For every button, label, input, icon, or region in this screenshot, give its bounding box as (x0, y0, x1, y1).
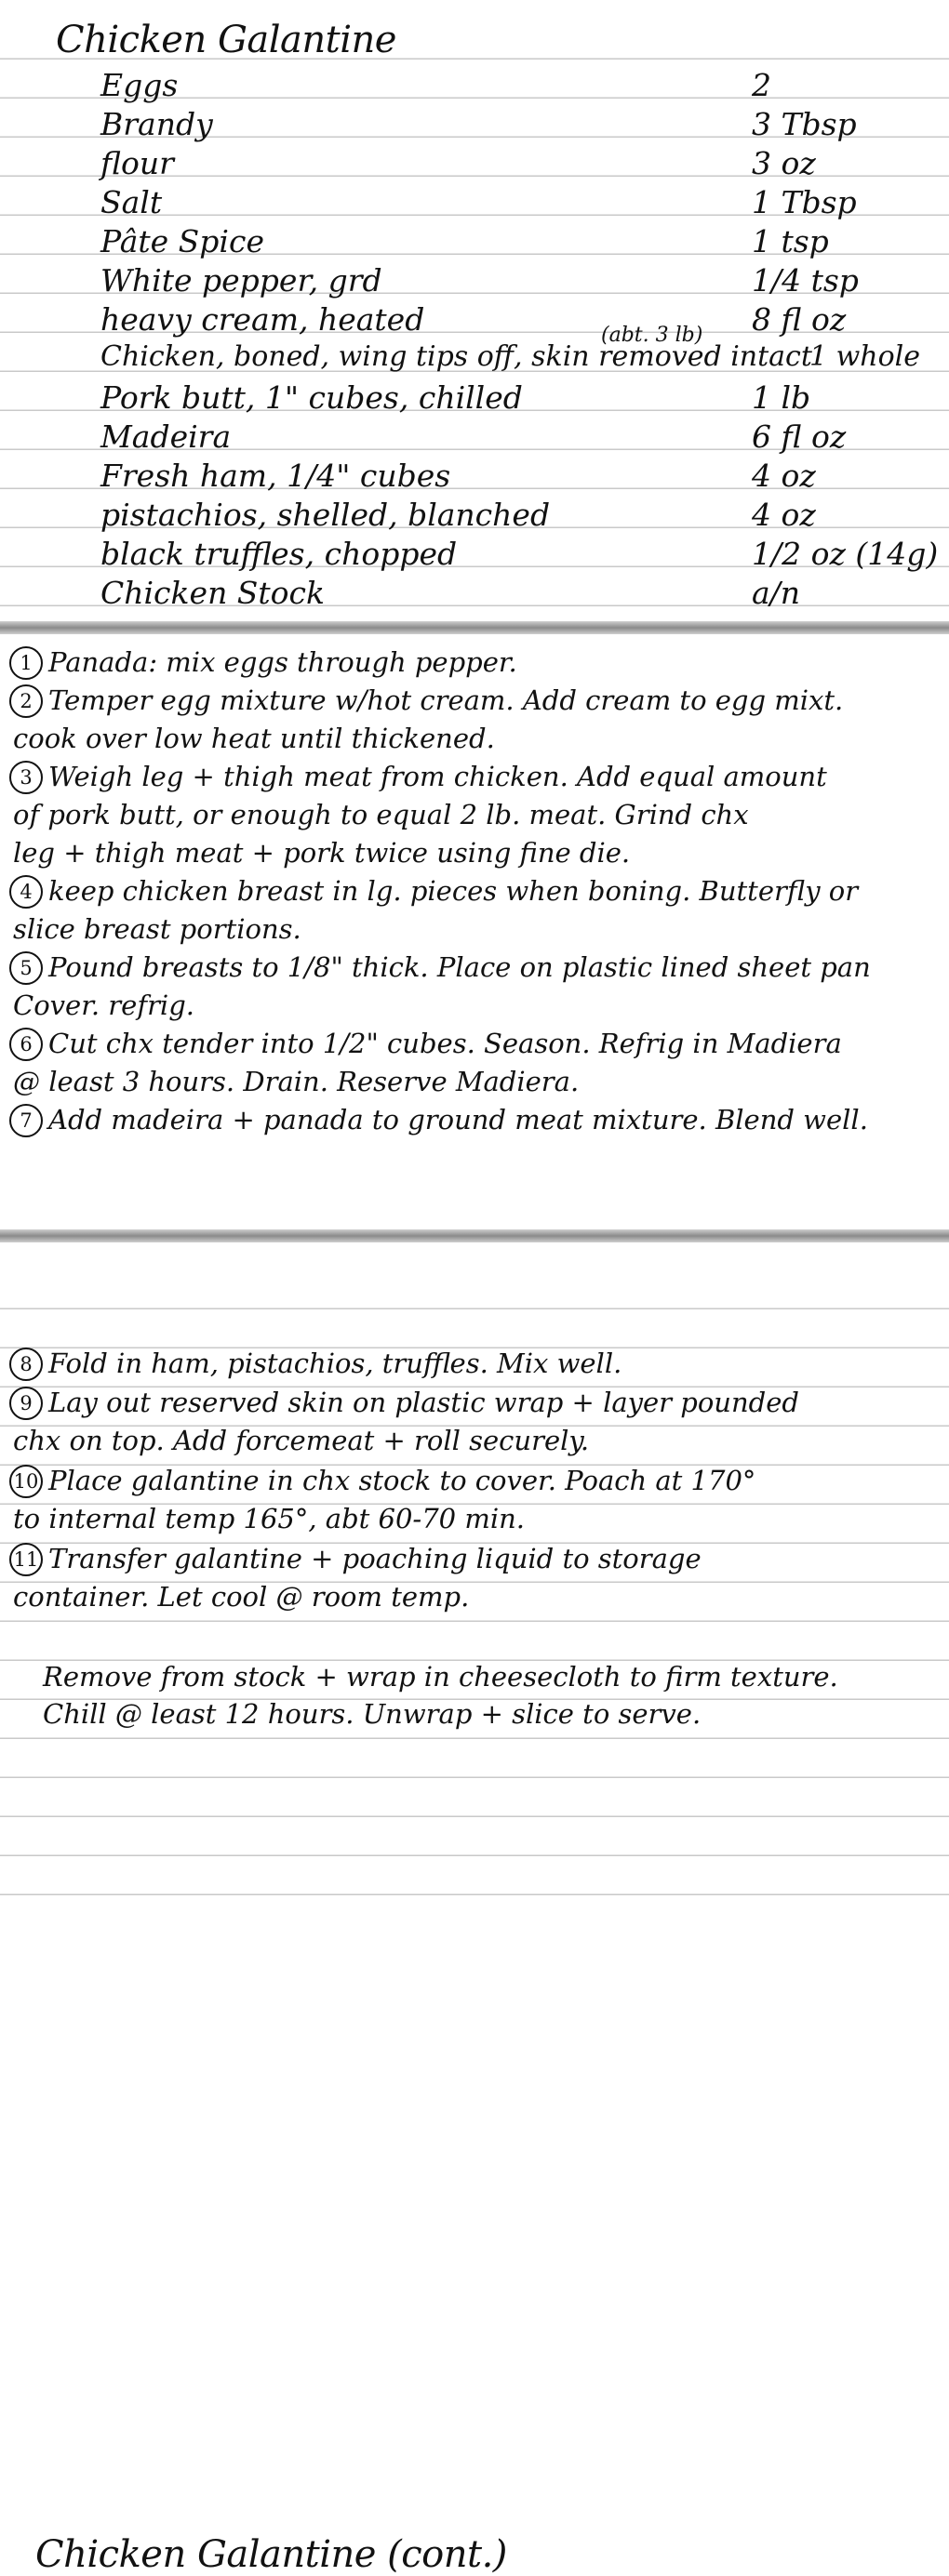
ingredient-row (0, 106, 949, 143)
step-text-line: Transfer galantine + poaching liquid to storage (48, 1543, 702, 1574)
step-4 (9, 872, 940, 949)
continued-title: Chicken Galantine (cont.) (35, 2533, 507, 2576)
ingredient-quantity: 1/2 oz (14g) (752, 536, 939, 572)
step-5 (9, 949, 940, 1025)
step-10 (9, 1462, 940, 1538)
ingredient-name: Brandy (100, 106, 213, 142)
ingredient-name: flour (100, 145, 174, 181)
step-11 (9, 1540, 940, 1616)
ingredient-row (0, 262, 949, 299)
step-text-line: to internal temp 165°, abt 60-70 min. (13, 1503, 526, 1534)
ingredient-name: Pork butt, 1" cubes, chilled (100, 379, 523, 416)
step-8 (9, 1345, 940, 1383)
ingredient-quantity: 2 (752, 67, 771, 103)
step-text-line: Lay out reserved skin on plastic wrap + layer pounded (48, 1387, 799, 1418)
ingredient-quantity: 4 oz (752, 458, 816, 494)
step-number-badge: 7 (9, 1104, 43, 1137)
step-number-badge: 6 (9, 1028, 43, 1061)
step-text-line: keep chicken breast in lg. pieces when boning. Butterfly or (48, 875, 859, 907)
ingredient-quantity: 6 fl oz (752, 418, 847, 455)
continued-card (0, 1242, 949, 2576)
ingredient-row (0, 418, 949, 456)
step-text-line: container. Let cool @ room temp. (13, 1581, 470, 1613)
step-text-line: Weigh leg + thigh meat from chicken. Add equal amount (48, 761, 827, 792)
step-number-badge: 1 (9, 646, 43, 680)
step-1 (9, 644, 940, 682)
step-text-line: slice breast portions. (13, 913, 301, 945)
extra-instruction-line: Chill @ least 12 hours. Unwrap + slice to serve. (43, 1698, 702, 1730)
step-text-line: Temper egg mixture w/hot cream. Add cream to egg mixt. (48, 684, 844, 716)
chicken-weight-note: (abt. 3 lb) (601, 324, 703, 347)
step-9 (9, 1384, 940, 1460)
ingredient-row (0, 67, 949, 104)
ingredient-quantity: 1 lb (752, 379, 811, 416)
ingredient-quantity: 1/4 tsp (752, 262, 859, 299)
ingredient-name: Pâte Spice (100, 223, 264, 259)
step-text-line: Add madeira + panada to ground meat mixture. Blend well. (48, 1104, 868, 1135)
ingredient-row (0, 575, 949, 612)
ingredient-name: black truffles, chopped (100, 536, 458, 572)
step-text-line: leg + thigh meat + pork twice using fine die. (13, 837, 631, 869)
ingredient-quantity: 1 Tbsp (752, 184, 857, 220)
ingredient-quantity: a/n (752, 575, 801, 611)
step-number-badge: 4 (9, 875, 43, 909)
step-text-line: Fold in ham, pistachios, truffles. Mix well. (48, 1348, 622, 1379)
ingredient-row (0, 497, 949, 534)
step-2 (9, 682, 940, 758)
ingredient-name: Eggs (100, 67, 179, 103)
recipe-title: Chicken Galantine (56, 19, 396, 61)
step-number-badge: 3 (9, 761, 43, 794)
step-7 (9, 1101, 940, 1139)
step-number-badge: 2 (9, 684, 43, 718)
ingredient-quantity: 3 Tbsp (752, 106, 857, 142)
step-number-badge: 9 (9, 1387, 43, 1420)
ingredient-name: Fresh ham, 1/4" cubes (100, 458, 451, 494)
step-number-badge: 10 (9, 1465, 43, 1498)
step-text-line: cook over low heat until thickened. (13, 723, 495, 754)
ingredient-quantity: 3 oz (752, 145, 816, 181)
ingredient-name: Salt (100, 184, 163, 220)
ingredient-name: Madeira (100, 418, 232, 455)
card-divider (0, 1229, 949, 1242)
card-divider (0, 621, 949, 634)
ingredient-quantity: 1 tsp (752, 223, 829, 259)
ingredient-quantity: 1 whole (809, 340, 921, 373)
ingredient-quantity: 8 fl oz (752, 301, 847, 338)
step-text-line: Pound breasts to 1/8" thick. Place on plastic lined sheet pan (48, 951, 871, 983)
ingredient-row (0, 184, 949, 221)
extra-instruction-line: Remove from stock + wrap in cheesecloth to firm texture. (43, 1661, 838, 1693)
ingredient-row (0, 458, 949, 495)
step-text-line: Cover. refrig. (13, 989, 194, 1021)
step-text-line: of pork butt, or enough to equal 2 lb. meat. Grind chx (13, 799, 749, 830)
ingredient-row (0, 223, 949, 260)
step-text-line: chx on top. Add forcemeat + roll securely. (13, 1425, 590, 1456)
step-text-line: Cut chx tender into 1/2" cubes. Season. Refrig in Madiera (48, 1028, 842, 1059)
step-number-badge: 8 (9, 1348, 43, 1381)
ingredient-row (0, 301, 949, 339)
ingredient-row (0, 340, 949, 378)
ingredient-row (0, 536, 949, 573)
step-number-badge: 11 (9, 1543, 43, 1576)
method-card (0, 634, 949, 1229)
step-number-badge: 5 (9, 951, 43, 985)
ingredient-quantity: 4 oz (752, 497, 816, 533)
ingredient-name: White pepper, grd (100, 262, 382, 299)
ingredient-name: Chicken Stock (100, 575, 326, 611)
step-text-line: Panada: mix eggs through pepper. (48, 646, 517, 678)
step-3 (9, 758, 940, 872)
ingredient-row (0, 379, 949, 417)
ingredient-card (0, 0, 949, 621)
step-6 (9, 1025, 940, 1101)
ingredient-name: Chicken, boned, wing tips off, skin removed intact (100, 340, 812, 373)
ingredient-name: pistachios, shelled, blanched (100, 497, 551, 533)
ingredient-row (0, 145, 949, 182)
step-text-line: Place galantine in chx stock to cover. Poach at 170° (48, 1465, 756, 1496)
ingredient-name: heavy cream, heated (100, 301, 425, 338)
step-text-line: @ least 3 hours. Drain. Reserve Madiera. (13, 1066, 580, 1097)
